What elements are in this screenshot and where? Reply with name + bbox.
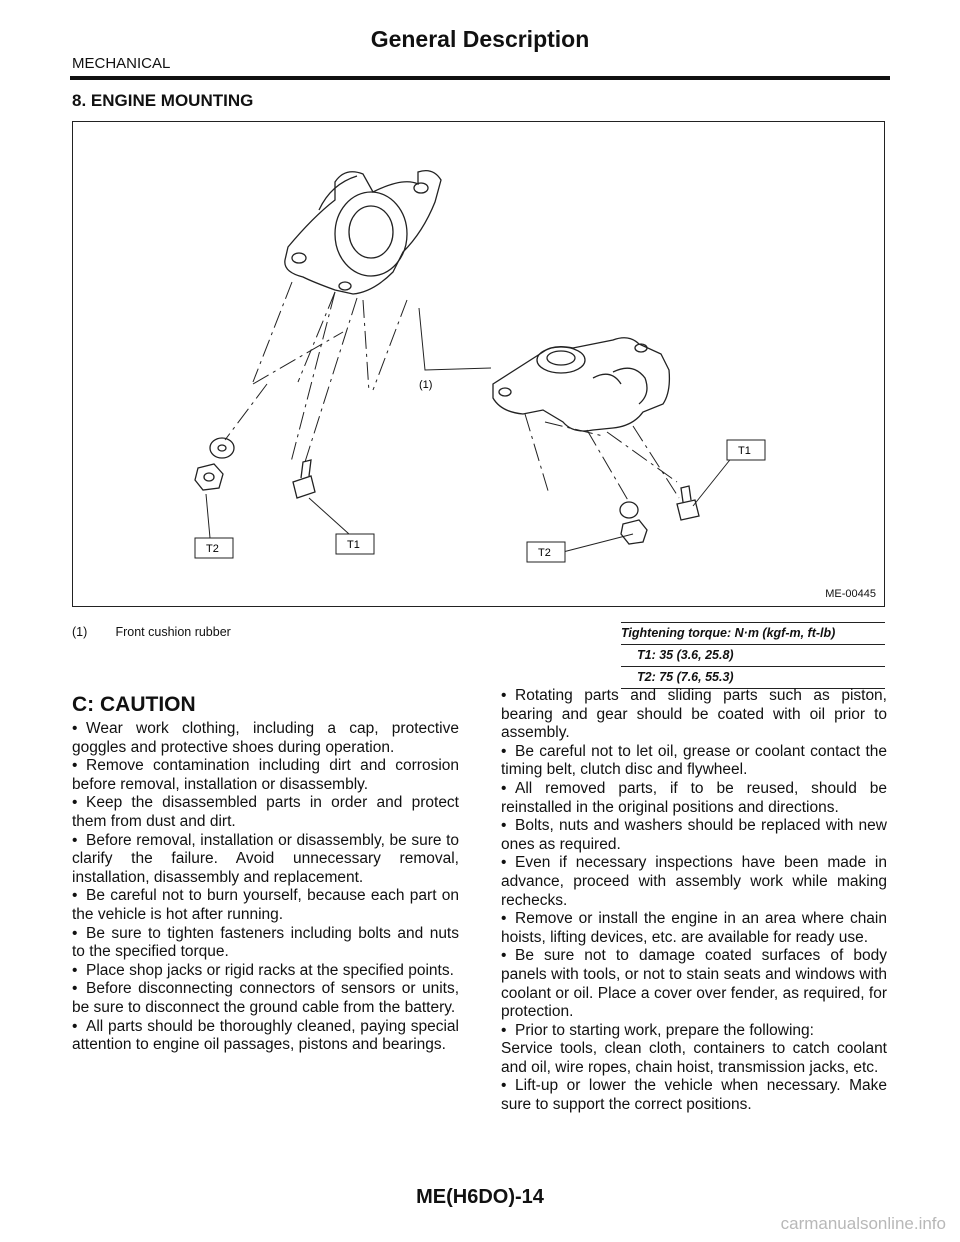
washer-left [210,438,234,458]
upper-mount-boss [335,192,407,276]
legend-item [72,625,231,639]
washer-right [620,502,638,518]
t1-left-callout: T1 [347,539,360,551]
list-item: • All removed parts, if to be reused, should be reinstalled in the original positions and directions. [501,779,887,816]
list-item: • Lift-up or lower the vehicle when necessary. Make sure to support the correct positions. [501,1077,887,1114]
caution-heading: C: CAUTION [72,693,196,716]
watermark: carmanualsonline.info [780,1214,946,1233]
list-item: • Remove contamination including dirt and corrosion before removal, installation or disassembly. [72,757,459,793]
t2-right-callout: T2 [538,547,551,559]
figure-id: ME-00445 [825,588,876,600]
list-item: • Be sure to tighten fasteners including bolts and nuts to the specified torque. [72,924,459,961]
list-item: • Place shop jacks or rigid racks at the specified points. [72,961,454,979]
nut-left [195,464,223,490]
engine-mounting-figure [72,121,885,607]
bolt-left [293,460,315,498]
t2-left-callout: T2 [206,543,219,555]
list-item: • Even if necessary inspections have been made in advance, proceed with assembly work while making rechecks. [501,854,887,909]
list-item: • Be careful not to let oil, grease or coolant contact the timing belt, clutch disc and flywheel. [501,742,887,779]
list-item: • Be sure not to damage coated surfaces of body panels with tools, or not to stain seats and windows with coolant or oil. Place a cover over fender, as required, for protection. [501,947,887,1021]
front-cushion-callout: (1) [419,379,433,391]
legend-text: Front cushion rubber [115,625,231,639]
list-item: • Remove or install the engine in an area where chain hoists, lifting devices, etc. are available for ready use. [501,910,887,946]
page-number: ME(H6DO)-14 [416,1186,544,1208]
page-title: General Description [370,26,590,52]
torque-t1: T1: 35 (3.6, 25.8) [621,645,885,667]
list-item-continuation: Service tools, clean cloth, containers to catch coolant and oil, wire ropes, chain hoist, transmission jacks, etc. [501,1040,887,1076]
list-item: • Before disconnecting connectors of sensors or units, be sure to disconnect the ground cable from the battery. [72,980,459,1016]
list-item: • Be careful not to burn yourself, because each part on the vehicle is hot after running. [72,887,459,923]
t1-right-callout: T1 [738,445,751,457]
list-item: • Wear work clothing, including a cap, protective goggles and protective shoes during operation. [72,720,459,756]
header-divider [70,76,890,80]
caution-column-right [501,687,887,1115]
legend-number: (1) [72,625,88,639]
torque-table [621,622,885,689]
torque-title: Tightening torque: N·m (kgf-m, ft-lb) [621,622,885,645]
list-item: • Keep the disassembled parts in order and protect them from dust and dirt. [72,794,459,830]
list-item: • All parts should be thoroughly cleaned, paying special attention to engine oil passages, pistons and bearings. [72,1017,459,1054]
engine-mount-illustration [73,122,886,608]
torque-t2: T2: 75 (7.6, 55.3) [621,667,885,689]
nut-right [621,520,647,544]
list-item: • Bolts, nuts and washers should be replaced with new ones as required. [501,817,887,853]
list-item: • Prior to starting work, prepare the following: [501,1021,814,1039]
list-item: • Rotating parts and sliding parts such as piston, bearing and gear should be coated with oil prior to assembly. [501,687,887,742]
caution-column-left [72,720,459,1055]
section-label: MECHANICAL [72,55,171,72]
list-item: • Before removal, installation or disassembly, be sure to clarify the failure. Avoid unnecessary removal, installation, disassembly and replacement. [72,831,459,886]
section-heading: 8. ENGINE MOUNTING [72,91,254,110]
